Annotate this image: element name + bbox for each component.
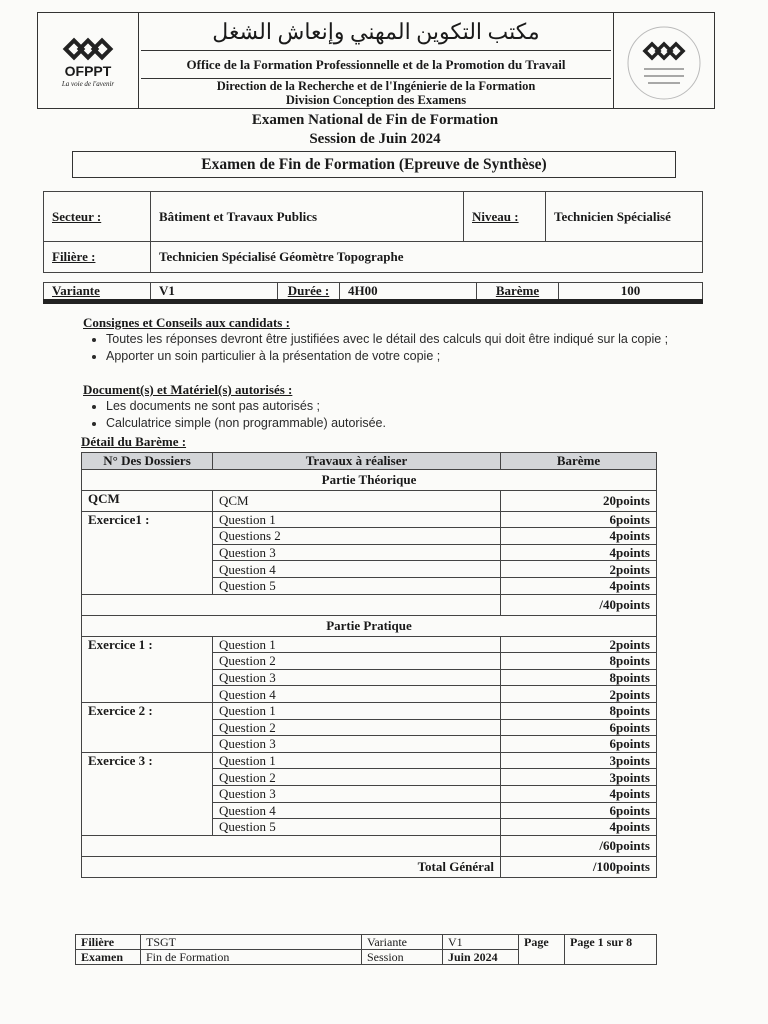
bareme-header-dossiers: N° Des Dossiers xyxy=(82,453,213,470)
question-label: Question 5 xyxy=(213,577,501,594)
info-table xyxy=(43,191,703,273)
question-label: Question 1 xyxy=(213,702,501,719)
question-points: 6points xyxy=(501,736,657,753)
question-label: Question 4 xyxy=(213,686,501,703)
ofppt-logo-right xyxy=(613,13,714,108)
footer-filiere-value: TSGT xyxy=(141,935,362,950)
question-label: Question 2 xyxy=(213,769,501,786)
consignes-title: Consignes et Conseils aux candidats : xyxy=(83,315,290,330)
bareme-value: 100 xyxy=(559,283,703,302)
total-general-label: Total Général xyxy=(82,856,501,877)
filiere-label: Filière : xyxy=(44,242,151,273)
duree-label: Durée : xyxy=(278,283,340,302)
exam-type-title: Examen de Fin de Formation (Epreuve de Synthèse) xyxy=(72,151,676,178)
bareme-header-points: Barème xyxy=(501,453,657,470)
footer-session-value: Juin 2024 xyxy=(443,950,519,965)
prat-ex1-label: Exercice 1 : xyxy=(82,636,213,702)
documents-list xyxy=(84,398,706,432)
division-line: Division Conception des Examens xyxy=(285,93,467,107)
question-points: 4points xyxy=(501,577,657,594)
header-box xyxy=(37,12,715,109)
question-points: 6points xyxy=(501,802,657,819)
prat-subtotal-spacer xyxy=(82,835,501,856)
session-title: Session de Juin 2024 xyxy=(309,131,441,147)
footer-page-value: Page 1 sur 8 xyxy=(565,935,657,965)
qcm-points: 20points xyxy=(501,490,657,511)
question-label: Question 3 xyxy=(213,785,501,802)
question-points: 3points xyxy=(501,769,657,786)
filiere-value: Technicien Spécialisé Géomètre Topographe xyxy=(151,242,703,273)
variante-table xyxy=(43,282,703,304)
consignes-list xyxy=(84,331,706,365)
secteur-value: Bâtiment et Travaux Publics xyxy=(151,192,464,242)
logo-left-tagline: La voie de l'avenir xyxy=(61,80,115,88)
duree-value: 4H00 xyxy=(340,283,477,302)
question-points: 4points xyxy=(501,544,657,561)
logo-left-text: OFPPT xyxy=(64,63,112,79)
document-item: • Calculatrice simple (non programmable) autorisée. xyxy=(106,415,706,432)
question-label: Question 3 xyxy=(213,669,501,686)
bareme-table xyxy=(81,452,657,878)
question-label: Question 5 xyxy=(213,819,501,836)
prat-ex3-label: Exercice 3 : xyxy=(82,752,213,835)
question-label: Question 1 xyxy=(213,636,501,653)
prat-total: /60points xyxy=(501,835,657,856)
secteur-label: Secteur : xyxy=(44,192,151,242)
question-points: 6points xyxy=(501,719,657,736)
question-points: 4points xyxy=(501,819,657,836)
variante-label: Variante xyxy=(44,283,151,302)
question-label: Question 1 xyxy=(213,752,501,769)
arabic-title: مكتب التكوين المهني وإنعاش الشغل xyxy=(141,15,611,51)
question-label: Question 1 xyxy=(213,511,501,528)
question-label: Questions 2 xyxy=(213,528,501,545)
question-points: 8points xyxy=(501,702,657,719)
bareme-detail-title: Détail du Barème : xyxy=(81,434,187,449)
theo-subtotal-spacer xyxy=(82,594,501,615)
footer-examen-value: Fin de Formation xyxy=(141,950,362,965)
question-points: 8points xyxy=(501,669,657,686)
footer-table xyxy=(75,934,657,965)
exam-national-title: Examen National de Fin de Formation xyxy=(251,112,499,128)
direction-line: Direction de la Recherche et de l'Ingénierie de la Formation xyxy=(216,79,536,93)
footer-filiere-label: Filière xyxy=(76,935,141,950)
footer-page-label: Page xyxy=(519,935,565,965)
footer-variante-value: V1 xyxy=(443,935,519,950)
question-label: Question 4 xyxy=(213,561,501,578)
qcm-label: QCM xyxy=(82,490,213,511)
question-points: 2points xyxy=(501,561,657,578)
bareme-label: Barème xyxy=(477,283,559,302)
ofppt-logo-left xyxy=(38,13,139,108)
total-general-value: /100points xyxy=(501,856,657,877)
ofppt-emblem-right-icon xyxy=(614,13,714,108)
direction-title xyxy=(141,79,611,107)
question-label: Question 2 xyxy=(213,653,501,670)
niveau-label: Niveau : xyxy=(464,192,546,242)
question-points: 3points xyxy=(501,752,657,769)
question-label: Question 4 xyxy=(213,802,501,819)
question-points: 4points xyxy=(501,528,657,545)
question-points: 4points xyxy=(501,785,657,802)
question-label: Question 3 xyxy=(213,736,501,753)
partie-theorique-label: Partie Théorique xyxy=(82,469,657,490)
consigne-item: • Toutes les réponses devront être justifiées avec le détail des calculs qui doit être indiqué sur la copie ; xyxy=(106,331,706,348)
variante-value: V1 xyxy=(151,283,278,302)
question-points: 2points xyxy=(501,636,657,653)
office-title: Office de la Formation Professionnelle et de la Promotion du Travail xyxy=(141,51,611,79)
consigne-item: • Apporter un soin particulier à la présentation de votre copie ; xyxy=(106,348,706,365)
theo-total: /40points xyxy=(501,594,657,615)
prat-ex2-label: Exercice 2 : xyxy=(82,702,213,752)
footer-session-label: Session xyxy=(362,950,443,965)
document-item: • Les documents ne sont pas autorisés ; xyxy=(106,398,706,415)
bareme-header-travaux: Travaux à réaliser xyxy=(213,453,501,470)
footer-variante-label: Variante xyxy=(362,935,443,950)
footer-examen-label: Examen xyxy=(76,950,141,965)
documents-title: Document(s) et Matériel(s) autorisés : xyxy=(83,382,293,397)
question-label: Question 3 xyxy=(213,544,501,561)
qcm-task: QCM xyxy=(213,490,501,511)
niveau-value: Technicien Spécialisé xyxy=(546,192,703,242)
partie-pratique-label: Partie Pratique xyxy=(82,615,657,636)
question-points: 6points xyxy=(501,511,657,528)
question-points: 8points xyxy=(501,653,657,670)
theo-ex1-label: Exercice1 : xyxy=(82,511,213,594)
question-label: Question 2 xyxy=(213,719,501,736)
question-points: 2points xyxy=(501,686,657,703)
